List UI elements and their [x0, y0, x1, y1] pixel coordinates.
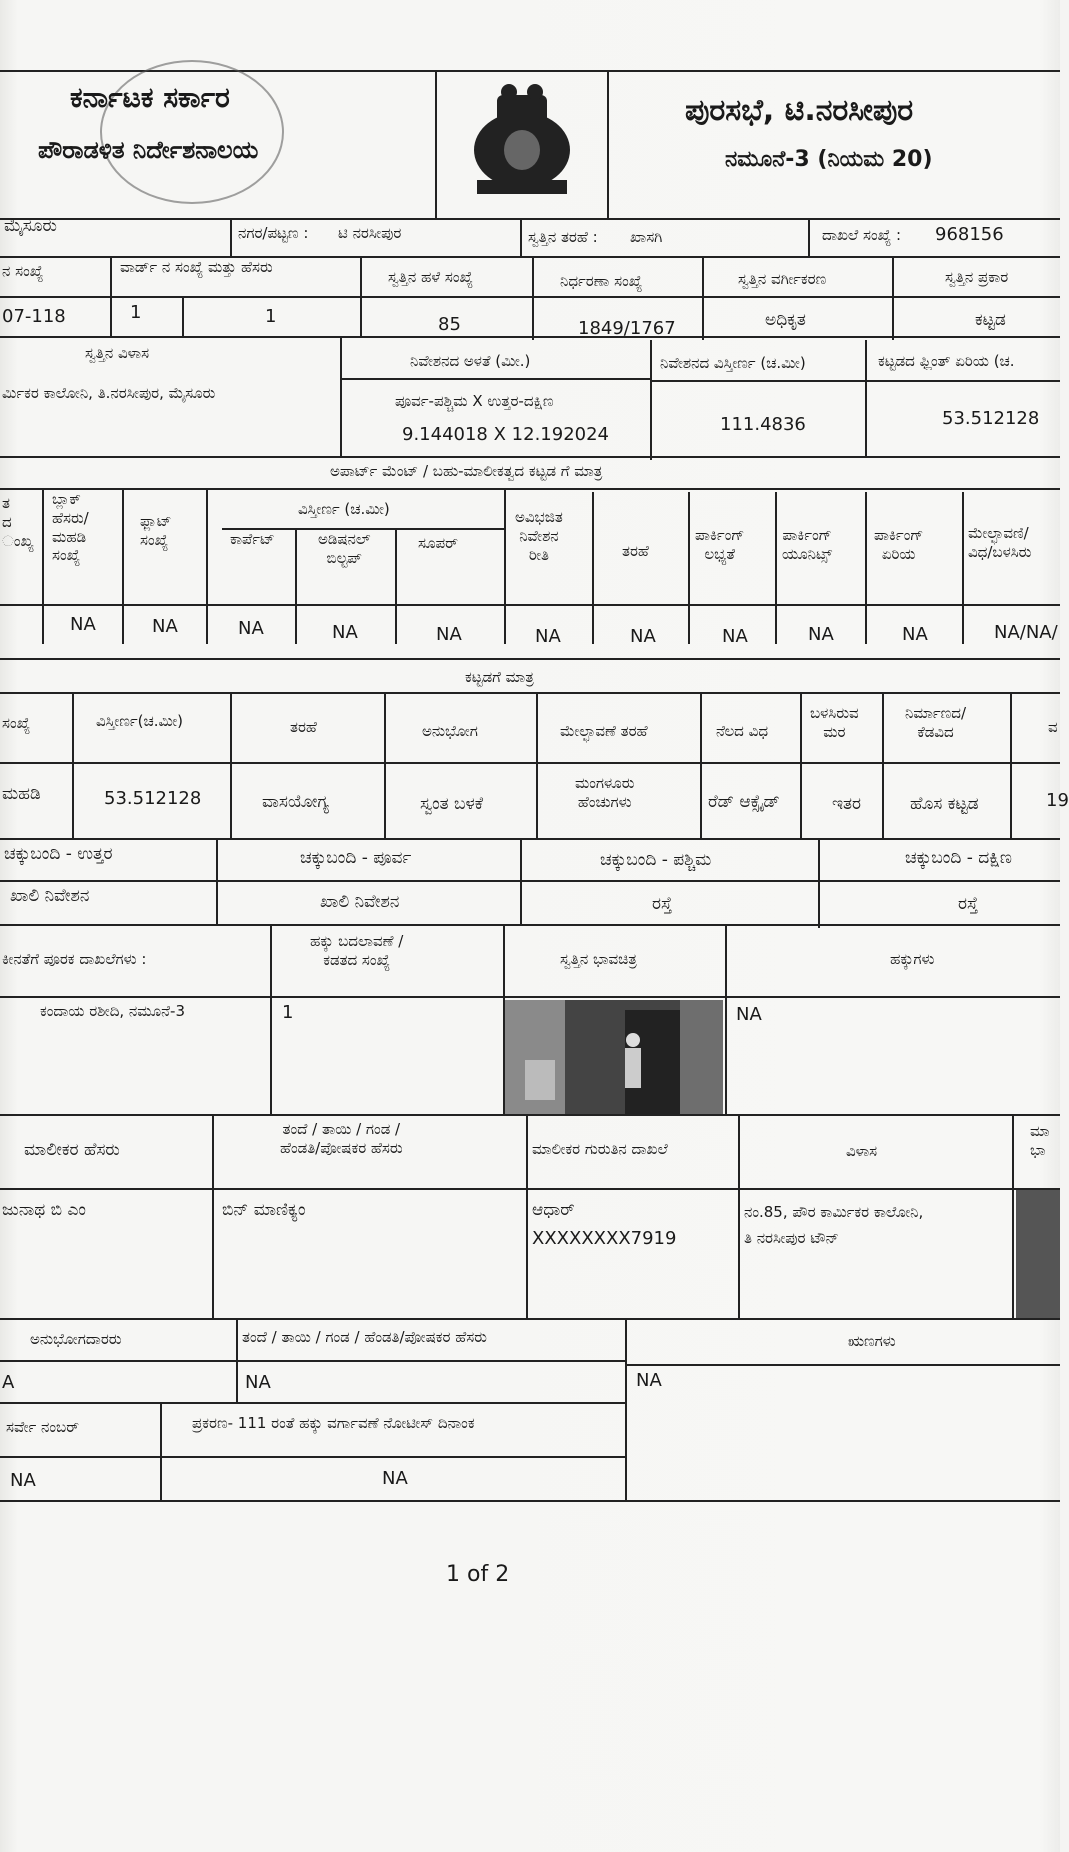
- apt-h-super: ಸೂಪರ್: [418, 534, 458, 552]
- occ-father: NA: [245, 1372, 271, 1393]
- owner-name: ಜುನಾಥ ಬಿ ಎಂ: [2, 1200, 86, 1220]
- encumbrances-h: ಋಣಗಳು: [848, 1332, 896, 1350]
- owner-h-father: ತಂದೆ / ತಾಯಿ / ಗಂಡ / ಹೆಂಡತಿ/ಪೋಷಕರ ಹೆಸರು: [280, 1120, 403, 1157]
- owner-h-name: ಮಾಲೀಕರ ಹೆಸರು: [24, 1140, 120, 1160]
- bld-v-built: ಹೊಸ ಕಟ್ಟಡ: [910, 794, 979, 814]
- survey-h: ಸರ್ವೇ ನಂಬರ್: [6, 1418, 79, 1436]
- apt-h-carpet: ಕಾರ್ಪೆಟ್: [230, 530, 275, 548]
- photo-h: ಸ್ವತ್ತಿನ ಭಾವಚಿತ್ರ: [560, 950, 637, 968]
- occ-name: A: [2, 1372, 15, 1393]
- page-number: 1 of 2: [446, 1562, 510, 1587]
- old-no: 85: [438, 314, 461, 335]
- apt-v-type: NA: [630, 626, 656, 647]
- bld-h-wood: ಬಳಸಿರುವ ಮರ: [810, 704, 859, 741]
- apt-h-type: ತರಹೆ: [622, 542, 649, 560]
- apt-v-carpet: NA: [238, 618, 264, 639]
- apt-v-flat: NA: [152, 616, 178, 637]
- property-photo-image: [505, 1000, 723, 1115]
- prop-h-assess: ನಿರ್ಧರಣಾ ಸಂಖ್ಯೆ: [560, 272, 643, 290]
- bld-h-type: ತರಹೆ: [290, 718, 317, 736]
- bound-v-north: ಖಾಲಿ ನಿವೇಶನ: [10, 886, 90, 906]
- apt-h-punits: ಪಾರ್ಕಿಂಗ್ ಯೂನಿಟ್ಸ್: [782, 526, 833, 563]
- owner-h-address: ವಿಳಾಸ: [846, 1142, 878, 1160]
- bld-h-year: ವ: [1048, 718, 1058, 736]
- bld-h-no: ಸಂಖ್ಯೆ: [2, 714, 31, 732]
- docs-h: ಕೀನತೆಗೆ ಪೂರಕ ದಾಖಲೆಗಳು :: [2, 950, 147, 968]
- apt-v-parea: NA: [902, 624, 928, 645]
- dim-label: ಪೂರ್ವ-ಪಶ್ಚಿಮ X ಉತ್ತರ-ದಕ್ಷಿಣ: [395, 392, 554, 410]
- bld-v-roof: ಮಂಗಳೂರು ಹೆಂಚುಗಳು: [575, 774, 635, 811]
- bld-v-floor: ಮಹಡಿ: [2, 784, 41, 804]
- bld-v-year: 19: [1046, 790, 1069, 811]
- prop-no: 07-118: [2, 306, 66, 327]
- apt-h-flat: ಫ್ಲಾಟ್ ಸಂಖ್ಯೆ: [140, 512, 172, 549]
- apt-h-parea: ಪಾರ್ಕಿಂಗ್ ಏರಿಯ: [874, 526, 924, 563]
- bld-v-area: 53.512128: [104, 788, 202, 809]
- ward-name: 1: [265, 306, 277, 327]
- bound-v-east: ಖಾಲಿ ನಿವೇಶನ: [320, 892, 400, 912]
- mutation-value: 1: [282, 1002, 294, 1023]
- dim-value: 9.144018 X 12.192024: [402, 424, 609, 445]
- state-emblem-icon: [437, 70, 607, 220]
- bound-h-west: ಚಕ್ಕುಬಂದಿ - ಪಶ್ಚಿಮ: [600, 850, 712, 870]
- area-value: 111.4836: [720, 414, 806, 435]
- apt-v-block: NA: [70, 614, 96, 635]
- bound-h-east: ಚಕ್ಕುಬಂದಿ - ಪೂರ್ವ: [300, 848, 412, 868]
- encumbrances-value: NA: [636, 1370, 662, 1391]
- bld-v-wood: ಇತರ: [832, 794, 862, 814]
- apt-v-punits: NA: [808, 624, 834, 645]
- notice-h: ಪ್ರಕರಣ- 111 ರಂತೆ ಹಕ್ಕು ವರ್ಗಾವಣೆ ನೋಟೀಸ್ ದಿನಾಂಕ: [192, 1414, 475, 1432]
- record-number: 968156: [935, 224, 1004, 245]
- plinth-h: ಕಟ್ಟಡದ ಫ್ಲಿಂತ್ ಏರಿಯ (ಚ.: [878, 352, 1015, 370]
- apt-h-a: ತ ದ ಂಖ್ಯ: [2, 494, 34, 550]
- addr-h: ಸ್ವತ್ತಿನ ವಿಳಾಸ: [85, 344, 150, 362]
- survey-value: NA: [10, 1470, 36, 1491]
- owner-address: ನಂ.85, ಪೌರ ಕಾರ್ಮಿಕರ ಕಾಲೋನಿ, ತಿ ನರಸೀಪುರ ಟೌನ್: [744, 1203, 924, 1247]
- govt-title: ಕರ್ನಾಟಕ ಸರ್ಕಾರ: [70, 81, 230, 114]
- rights-value: NA: [736, 1004, 762, 1025]
- bld-h-area: ವಿಸ್ತೀರ್ಣ(ಚ.ಮೀ): [96, 712, 184, 730]
- town: ಟಿ ನರಸೀಪುರ: [338, 224, 402, 242]
- area-h: ನಿವೇಶನದ ವಿಸ್ತೀರ್ಣ (ಚ.ಮೀ): [660, 354, 806, 372]
- apt-v-super: NA: [436, 624, 462, 645]
- bound-v-south: ರಸ್ತೆ: [958, 894, 979, 914]
- prop-h-class: ಸ್ವತ್ತಿನ ವರ್ಗೀಕರಣ: [738, 270, 827, 288]
- emblem-box: [435, 70, 609, 220]
- bound-v-west: ರಸ್ತೆ: [652, 894, 673, 914]
- directorate-title: ಪೌರಾಡಳಿತ ನಿರ್ದೇಶನಾಲಯ: [38, 136, 259, 164]
- property-kind: ಕಟ್ಟಡ: [975, 310, 1006, 330]
- apt-h-roof: ಮೇಲ್ಛಾವಣಿ/ ವಿಧ/ಬಳಸಿರು: [968, 524, 1032, 561]
- prop-h-old: ಸ್ವತ್ತಿನ ಹಳೆ ಸಂಖ್ಯೆ: [388, 268, 474, 286]
- apt-h-addl: ಅಡಿಷನಲ್ ಬಿಲ್ಟಪ್: [318, 530, 371, 567]
- plinth-value: 53.512128: [942, 408, 1040, 429]
- bld-h-built: ನಿರ್ಮಾಣದ/ ಕೆಡವಿದ: [905, 704, 967, 741]
- apt-h-block: ಬ್ಲಾಕ್ ಹೆಸರು/ ಮಹಡಿ ಸಂಖ್ಯೆ: [52, 490, 89, 565]
- apt-h-undiv: ಅವಿಭಜಿತ ನಿವೇಶನ ರೀತಿ: [515, 508, 563, 564]
- classification: ಅಧಿಕೃತ: [765, 310, 806, 330]
- owner-father: ಬಿನ್ ಮಾಣಿಕ್ಯಂ: [222, 1200, 306, 1220]
- owner-h-photo: ಮಾ ಭಾ: [1030, 1122, 1050, 1159]
- type-label: ಸ್ವತ್ತಿನ ತರಹೆ :: [528, 228, 598, 246]
- property-photo: [505, 1000, 723, 1115]
- owner-h-id: ಮಾಲೀಕರ ಗುರುತಿನ ದಾಖಲೆ: [532, 1140, 668, 1158]
- bld-h-use: ಅನುಭೋಗ: [422, 722, 478, 740]
- address-value: ರ್ಮಿಕರ ಕಾಲೋನಿ, ತಿ.ನರಸೀಪುರ, ಮೈಸೂರು: [2, 384, 216, 402]
- bound-h-north: ಚಕ್ಕುಬಂದಿ - ಉತ್ತರ: [4, 844, 113, 864]
- form-title: ನಮೂನೆ-3 (ನಿಯಮ 20): [725, 147, 933, 172]
- owner-photo: [1016, 1190, 1060, 1318]
- bld-h-roof: ಮೇಲ್ಛಾವಣೆ ತರಹೆ: [560, 722, 648, 740]
- occ-h-father: ತಂದೆ / ತಾಯಿ / ಗಂಡ / ಹೆಂಡತಿ/ಪೋಷಕರ ಹೆಸರು: [242, 1328, 487, 1346]
- municipality-title: ಪುರಸಭೆ, ಟಿ.ನರಸೀಪುರ: [685, 93, 914, 128]
- bound-h-south: ಚಕ್ಕುಬಂದಿ - ದಕ್ಷಿಣ: [905, 848, 1012, 868]
- apt-v-undiv: NA: [535, 626, 561, 647]
- rights-h: ಹಕ್ಕುಗಳು: [890, 950, 935, 968]
- occ-h-name: ಅನುಭೋಗದಾರರು: [30, 1330, 122, 1348]
- district: ಮೈಸೂರು: [4, 216, 57, 236]
- town-label: ನಗರ/ಪಟ್ಟಣ :: [238, 224, 309, 242]
- bld-v-use: ಸ್ವಂತ ಬಳಕೆ: [420, 794, 484, 814]
- bld-v-type: ವಾಸಯೋಗ್ಯ: [262, 792, 329, 812]
- apt-h-area: ವಿಸ್ತೀರ್ಣ (ಚ.ಮೀ): [298, 500, 390, 518]
- apt-v-pavail: NA: [722, 626, 748, 647]
- apt-h-pavail: ಪಾರ್ಕಿಂಗ್ ಲಭ್ಯತೆ: [695, 526, 745, 563]
- owner-id-type: ಆಧಾರ್: [532, 1200, 575, 1220]
- ward-no: 1: [130, 302, 142, 323]
- record-label: ದಾಖಲೆ ಸಂಖ್ಯೆ :: [822, 226, 902, 244]
- prop-h-kind: ಸ್ವತ್ತಿನ ಪ್ರಕಾರ: [945, 268, 1009, 286]
- mutation-h: ಹಕ್ಕು ಬದಲಾವಣೆ / ಕಡತದ ಸಂಖ್ಯೆ: [310, 932, 404, 969]
- notice-value: NA: [382, 1468, 408, 1489]
- dim-h: ನಿವೇಶನದ ಅಳತೆ (ಮೀ.): [410, 352, 531, 370]
- bld-title: ಕಟ್ಟಡಗೆ ಮಾತ್ರ: [465, 668, 534, 686]
- bld-h-floor: ನೆಲದ ವಿಧ: [716, 722, 769, 740]
- bld-v-floortype: ರೆಡ್ ಆಕ್ಸೈಡ್: [708, 792, 780, 812]
- apt-v-roof: NA/NA/: [994, 622, 1058, 643]
- apt-title: ಅಪಾರ್ಟ್ ಮೆಂಟ್ / ಬಹು-ಮಾಲೀಕತ್ವದ ಕಟ್ಟಡ ಗೆ ಮಾತ್ರ: [330, 462, 603, 480]
- docs-value: ಕಂದಾಯ ರಶೀದಿ, ನಮೂನೆ-3: [40, 1002, 185, 1020]
- property-type: ಖಾಸಗಿ: [630, 228, 663, 246]
- owner-id-number: XXXXXXXX7919: [532, 1228, 677, 1249]
- prop-h-no: ನ ಸಂಖ್ಯೆ: [2, 262, 44, 280]
- apt-v-addl: NA: [332, 622, 358, 643]
- prop-h-ward: ವಾರ್ಡ್ ನ ಸಂಖ್ಯೆ ಮತ್ತು ಹೆಸರು: [120, 258, 273, 276]
- assessment-no: 1849/1767: [578, 318, 676, 339]
